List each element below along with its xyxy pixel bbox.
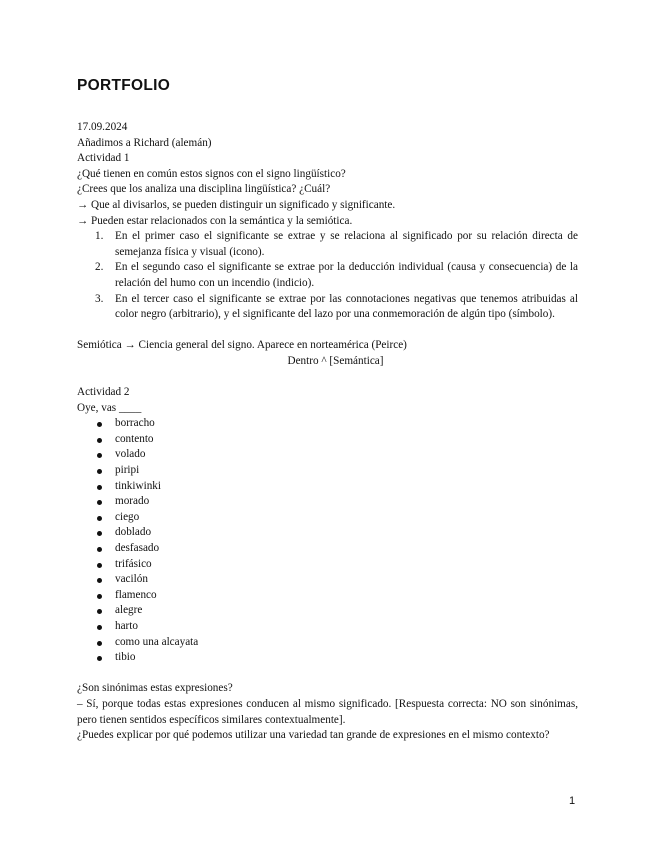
spacer (77, 370, 578, 386)
item-text: En el tercer caso el significante se extrae por las connotaciones negativas que tenemos atribuidas al color negro (arbitrario), y el significante del lazo por una conmemoración de algún tipo (símbolo). (115, 292, 578, 321)
activity1-heading: Actividad 1 (77, 152, 130, 165)
bullet-icon (97, 438, 102, 443)
activity2-answer-1: – Sí, porque todas estas expresiones conducen al mismo significado. [Respuesta correcta: NO son sinónimas, pero tienen sentidos específicos similares contextualmente]. (77, 697, 578, 726)
list-item: morado (77, 494, 578, 510)
spacer (77, 323, 578, 339)
bullet-icon (97, 485, 102, 490)
list-item: flamenco (77, 588, 578, 604)
activity1-answer-1: → Que al divisarlos, se pueden distinguir un significado y significante. (77, 198, 396, 211)
dentro-line: Dentro ^ [Semántica] (287, 354, 384, 367)
item-text: En el primer caso el significante se extrae y se relaciona al significado por su relación directa de semejanza física y visual (icono). (115, 230, 578, 258)
page-title: PORTFOLIO (77, 77, 171, 94)
numbered-list (77, 229, 578, 323)
numbered-item (77, 292, 578, 323)
bullet-icon (97, 625, 102, 630)
activity2-question-1: ¿Son sinónimas estas expresiones? (77, 682, 233, 695)
item-text: En el segundo caso el significante se extrae por la deducción individual (causa y consecuencia) de la relación del humo con un incendio (indicio). (115, 261, 578, 289)
bullet-icon (97, 547, 102, 552)
bullet-icon (97, 641, 102, 646)
expression-list (77, 416, 578, 666)
list-item: contento (77, 432, 578, 448)
intro-line: Añadimos a Richard (alemán) (77, 136, 212, 149)
bullet-icon (97, 609, 102, 614)
date-line: 17.09.2024 (77, 121, 128, 133)
list-item: ciego (77, 510, 578, 526)
bullet-icon (97, 422, 102, 427)
activity2-prompt: Oye, vas ____ (77, 401, 142, 414)
document-body (77, 120, 578, 744)
bullet-icon (97, 469, 102, 474)
activity1-answer-2: → Pueden estar relacionados con la semántica y la semiótica. (77, 214, 353, 227)
bullet-icon (97, 563, 102, 568)
numbered-item (77, 229, 578, 260)
bullet-icon (97, 656, 102, 661)
list-item: desfasado (77, 541, 578, 557)
bullet-icon (97, 531, 102, 536)
numbered-item (77, 260, 578, 291)
list-item: vacilón (77, 572, 578, 588)
list-item: trifásico (77, 557, 578, 573)
list-item: harto (77, 619, 578, 635)
bullet-icon (97, 578, 102, 583)
activity2-question-2: ¿Puedes explicar por qué podemos utilizar una variedad tan grande de expresiones en el mismo contexto? (77, 729, 550, 742)
item-number: 1. (95, 230, 104, 243)
page-number: 1 (569, 795, 576, 807)
bullet-icon (97, 500, 102, 505)
activity1-question-1: ¿Qué tienen en común estos signos con el signo lingüístico? (77, 167, 346, 180)
item-number: 2. (95, 261, 104, 274)
list-item: piripi (77, 463, 578, 479)
list-item: borracho (77, 416, 578, 432)
list-item: volado (77, 447, 578, 463)
bullet-icon (97, 516, 102, 521)
bullet-icon (97, 453, 102, 458)
activity2-heading: Actividad 2 (77, 386, 130, 399)
semiotica-line: Semiótica → Ciencia general del signo. Aparece en norteamérica (Peirce) (77, 339, 407, 352)
list-item: tibio (77, 650, 578, 666)
list-item: alegre (77, 603, 578, 619)
activity1-question-2: ¿Crees que los analiza una disciplina lingüística? ¿Cuál? (77, 183, 331, 196)
list-item: tinkiwinki (77, 479, 578, 495)
list-item: doblado (77, 525, 578, 541)
item-number: 3. (95, 292, 104, 305)
list-item: como una alcayata (77, 635, 578, 651)
bullet-icon (97, 594, 102, 599)
spacer (77, 666, 578, 682)
